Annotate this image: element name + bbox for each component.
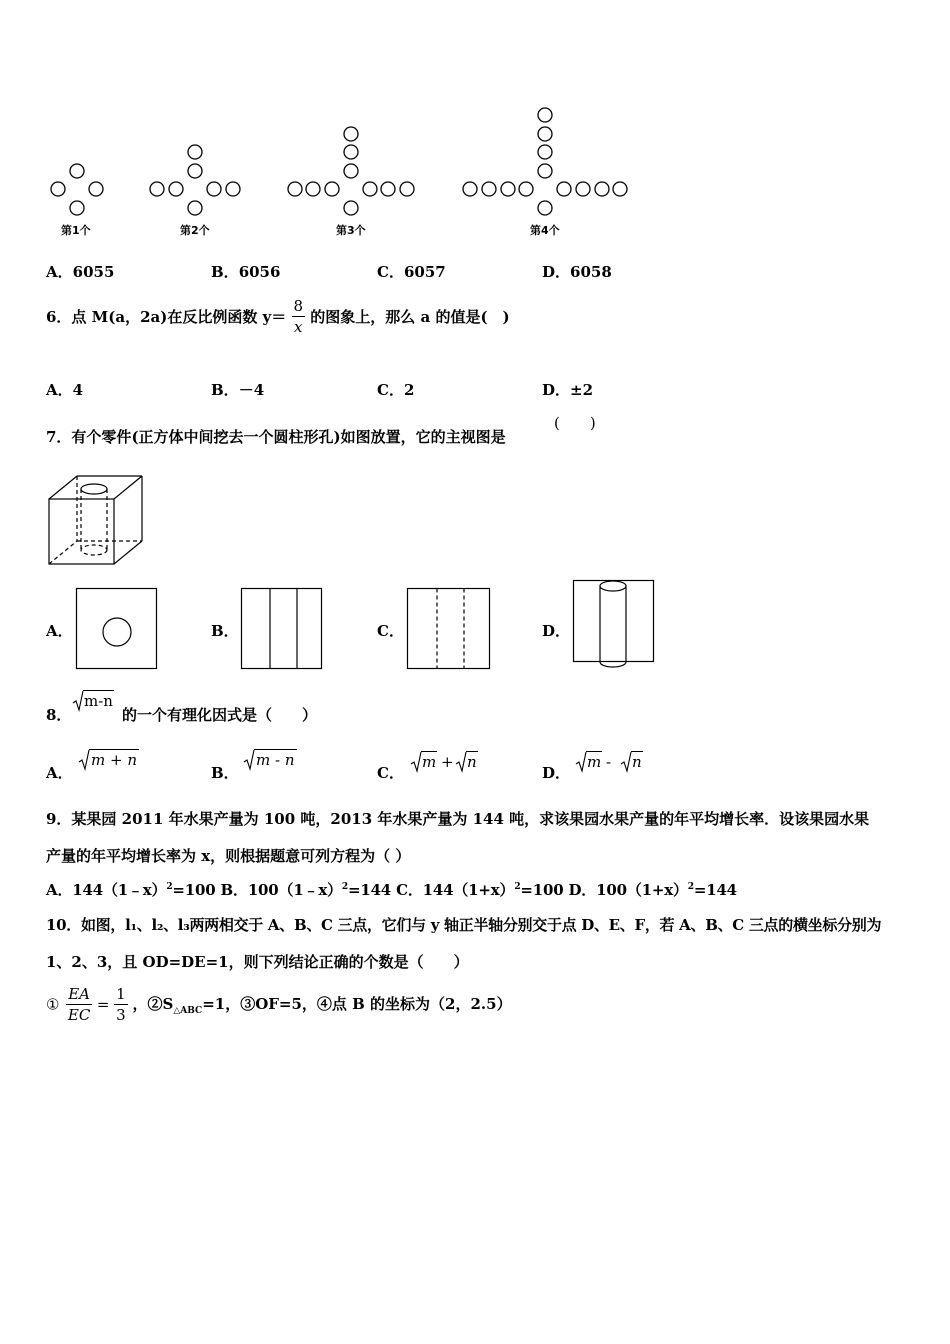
q7-option-a[interactable]: A． bbox=[46, 622, 73, 640]
q7-option-b[interactable]: B． bbox=[211, 622, 239, 640]
q8-option-d[interactable]: D． bbox=[542, 764, 571, 782]
q5-option-d[interactable]: D．6058 bbox=[542, 263, 612, 281]
q8-option-b-expr: m - n bbox=[256, 751, 295, 769]
q9-option-c[interactable]: C．$144(1+x)^2=100$ bbox=[396, 881, 564, 899]
q10-fraction-1-3: $\frac{1}{3}$ bbox=[116, 985, 126, 1024]
q8-number: 8． bbox=[46, 706, 72, 724]
q8-option-d-op: - bbox=[606, 753, 612, 771]
q8-option-d-a: m bbox=[587, 753, 602, 771]
q10-stem-line1: 10．如图，l₁、l₂、l₃两两相交于 A、B、C 三点，它们与 y 轴正半轴分别交于点 D、E、F，若 A、B、C 三点的横坐标分别为 bbox=[46, 916, 882, 934]
caption-1: 第1个 bbox=[61, 224, 91, 237]
q7-option-c-figure[interactable] bbox=[407, 588, 491, 670]
q10-statements bbox=[46, 984, 512, 1025]
q5-option-b[interactable]: B．6056 bbox=[211, 263, 281, 281]
q8-option-c-b: n bbox=[467, 753, 477, 771]
q10-circled-1: ① bbox=[46, 995, 60, 1014]
q8-option-d-b: n bbox=[632, 753, 642, 771]
q10-fraction-ea-ec: $\frac{EA}{EC}$ bbox=[67, 985, 91, 1024]
q8-option-c-a: m bbox=[422, 753, 437, 771]
q8-option-b[interactable]: B． bbox=[211, 764, 239, 782]
q10-statements-rest: ，$②S_{\triangle ABC}=1$，③OF=5，④点 B 的坐标为（2，2.5） bbox=[132, 995, 512, 1016]
q6-option-c[interactable]: C．2 bbox=[377, 381, 415, 399]
q7-stem: 7．有个零件(正方体中间挖去一个圆柱形孔)如图放置，它的主视图是 bbox=[46, 428, 506, 446]
q8-option-a[interactable]: A． bbox=[46, 764, 73, 782]
q7-option-a-figure[interactable] bbox=[76, 588, 158, 670]
caption-3: 第3个 bbox=[336, 224, 366, 237]
q7-option-b-figure[interactable] bbox=[241, 588, 323, 670]
q6-option-a[interactable]: A．4 bbox=[46, 381, 84, 399]
q9-stem-line1: 9．某果园 2011 年水果产量为 100 吨，2013 年水果产量为 144 吨，求该果园水果产量的年平均增长率．设该果园水果 bbox=[46, 810, 870, 828]
q5-option-c[interactable]: C．6057 bbox=[377, 263, 446, 281]
q8-option-c-op: + bbox=[441, 753, 454, 771]
q6-option-d[interactable]: D．±2 bbox=[542, 381, 594, 399]
q6-fraction: $\frac{8}{x}$ bbox=[293, 297, 304, 336]
q8-stem: 的一个有理化因式是（ ） bbox=[122, 706, 318, 724]
q6-option-b[interactable]: B．－4 bbox=[211, 381, 265, 399]
q6-stem: 6．点 M(a，2a)在反比例函数 y＝ $\frac{8}{x}$ 的图象上，那么 a 的值是( ) bbox=[46, 297, 510, 336]
q9-option-a[interactable]: A．144（1﹣x）$^2$=100 bbox=[46, 881, 216, 899]
q7-answer-paren: ( ) bbox=[554, 414, 596, 432]
q8-option-c[interactable]: C． bbox=[377, 764, 404, 782]
q9-option-d[interactable]: D．$100(1+x)^2=144$ bbox=[568, 881, 737, 899]
q5-option-a[interactable]: A．6055 bbox=[46, 263, 115, 281]
q7-option-d[interactable]: D． bbox=[542, 622, 571, 640]
q7-option-c[interactable]: C． bbox=[377, 622, 404, 640]
q9-options-row bbox=[46, 879, 737, 900]
q8-option-a-expr: m + n bbox=[91, 751, 137, 769]
caption-2: 第2个 bbox=[180, 224, 210, 237]
q9-stem-line2: 产量的年平均增长率为 x，则根据题意可列方程为（ ） bbox=[46, 847, 411, 865]
q10-equals: = bbox=[96, 995, 110, 1014]
q10-stem-line2: 1、2、3，且 OD=DE=1，则下列结论正确的个数是（ ） bbox=[46, 953, 469, 971]
q8-radicand: m-n bbox=[84, 692, 113, 710]
q7-option-d-figure[interactable] bbox=[573, 580, 655, 672]
caption-4: 第4个 bbox=[530, 224, 560, 237]
q9-option-b[interactable]: B．100（1﹣x）$^2$=144 bbox=[220, 881, 392, 899]
